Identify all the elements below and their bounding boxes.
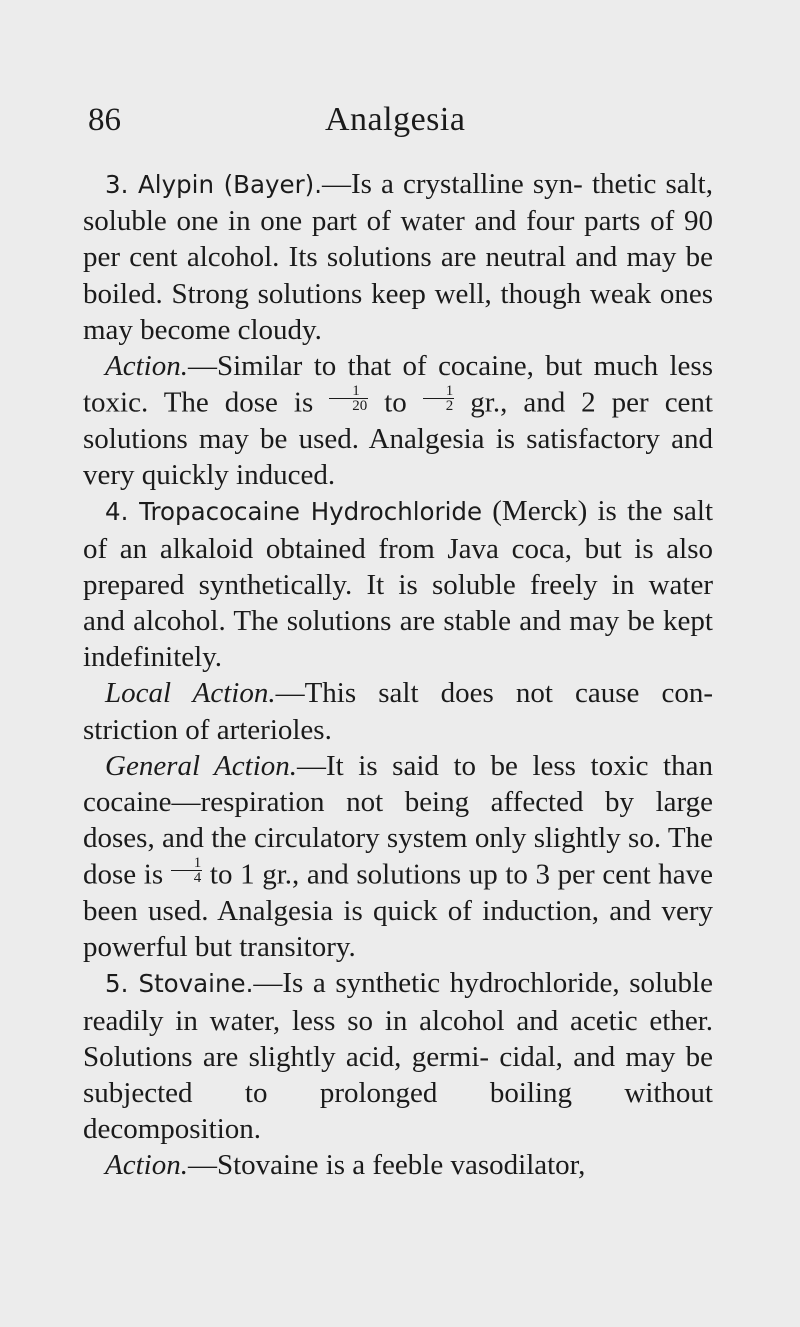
running-title: Analgesia bbox=[325, 101, 466, 138]
paragraph-text: to bbox=[368, 386, 423, 419]
paragraph-text: —Is a crystalline syn- thetic salt, soluble one in one part of water and four parts of 90 per cent alcohol. Its solutions are neutral and may be boiled. Strong solutions keep well, though weak ones may become cloudy. bbox=[83, 168, 713, 346]
page-header bbox=[0, 98, 800, 148]
subheading-general-action: General Action. bbox=[105, 749, 298, 782]
subheading-action: Action. bbox=[105, 350, 188, 383]
fraction-dose bbox=[171, 856, 203, 885]
fraction-numerator: 1 bbox=[329, 384, 368, 399]
paragraph-stovaine bbox=[83, 965, 713, 1147]
fraction-dose-max bbox=[423, 384, 455, 413]
section-term-stovaine: 5. Stovaine. bbox=[105, 969, 254, 999]
fraction-numerator: 1 bbox=[423, 384, 455, 399]
paragraph-alypin bbox=[83, 166, 713, 348]
section-term-alypin: 3. Alypin (Bayer). bbox=[105, 170, 322, 199]
body-text bbox=[83, 166, 713, 1184]
paragraph-text: —Stovaine is a feeble vasodilator, bbox=[187, 1149, 586, 1182]
paragraph-text: (Merck) is the salt of an alkaloid obtained from Java coca, but is also prepared synthetically. It is soluble freely in water and alcohol. The solutions are stable and may be kept indefinitely. bbox=[83, 495, 714, 674]
paragraph-tropacocaine bbox=[83, 493, 713, 675]
paragraph-text: to 1 gr., and solutions up to 3 per cent have been used. Analgesia is quick of induction, and very powerful but transitory. bbox=[83, 858, 714, 964]
paragraph-text: —Is a synthetic hydrochloride, soluble readily in water, less so in alcohol and acetic ether. Solutions are slightly acid, germi- cidal, and may be subjected to prolonged boiling without decomposition. bbox=[83, 967, 713, 1146]
section-term-tropacocaine: 4. Tropacocaine Hydrochloride bbox=[105, 497, 483, 527]
paragraph-general-action bbox=[83, 748, 713, 966]
subheading-action: Action. bbox=[105, 1149, 188, 1182]
page-number: 86 bbox=[88, 102, 121, 138]
paragraph-text: gr., and 2 per cent solutions may be used. Analgesia is satisfactory and very quickly induced. bbox=[83, 386, 713, 492]
fraction-numerator: 1 bbox=[171, 856, 203, 871]
subheading-local-action: Local Action. bbox=[105, 677, 276, 710]
paragraph-alypin-action bbox=[83, 348, 713, 493]
fraction-denominator: 4 bbox=[193, 870, 202, 887]
paragraph-stovaine-action bbox=[83, 1147, 713, 1183]
paragraph-text: —This salt does not cause con- striction of arterioles. bbox=[83, 677, 713, 746]
paragraph-local-action bbox=[83, 675, 713, 747]
fraction-denominator: 2 bbox=[445, 398, 454, 415]
paragraph-text: —Similar to that of cocaine, but much less toxic. The dose is bbox=[83, 350, 713, 419]
paragraph-text: —It is said to be less toxic than cocaine—respiration not being affected by large doses, and the circulatory system only slightly so. The dose is bbox=[83, 749, 713, 891]
fraction-dose-min bbox=[329, 384, 368, 413]
fraction-denominator: 20 bbox=[352, 398, 368, 415]
